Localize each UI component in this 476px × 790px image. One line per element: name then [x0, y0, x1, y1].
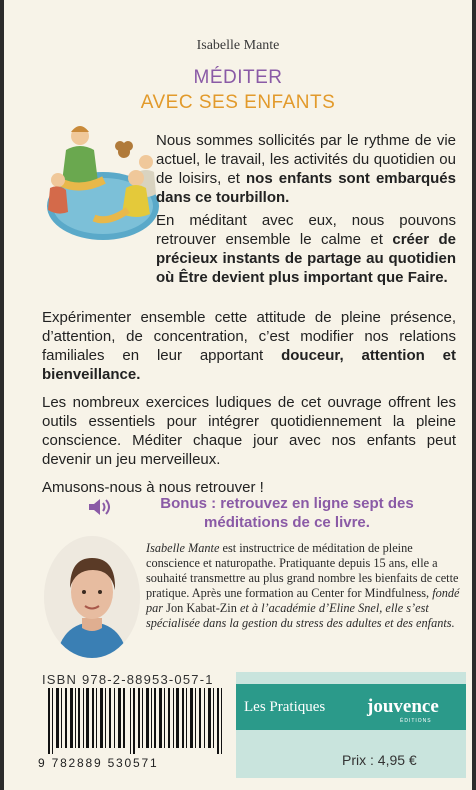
bio-text-2: fondé par [146, 586, 460, 615]
author-bio [146, 541, 464, 631]
paragraph-1-bold: nos enfants sont embarqués dans ce tourbillon. [156, 170, 456, 206]
paragraph-2 [156, 211, 456, 287]
paragraph-4: Les nombreux exercices ludiques de cet ouvrage offrent les outils essentiels pour intégrer quotidiennement la pleine conscience. Méditer chaque jour avec nos enfants peut devenir un jeu merveilleux. [42, 394, 456, 468]
speaker-icon [87, 496, 113, 518]
isbn: ISBN 978-2-88953-057-1 [42, 672, 214, 687]
bio-text-3: Jon Kabat-Zin [166, 601, 237, 615]
bio-text-1: est instructrice de méditation de pleine conscience et naturopathe. Pratiquante depuis 15 ans, elle a souhaité transmettre au plus grand nombre les bienfaits de cette pratique. Après une formation au Center for Mindfulness, [146, 541, 459, 600]
family-meditation-illustration [44, 118, 162, 246]
bonus-note: Bonus : retrouvez en ligne sept des méditations de ce livre. [160, 495, 414, 531]
paragraph-1 [156, 131, 456, 207]
price: Prix : 4,95 € [342, 752, 417, 768]
series-name: Les Pratiques [244, 699, 326, 715]
publisher-panel [236, 672, 466, 778]
publisher-logo: jouvence [367, 696, 439, 717]
barcode-number: 9 782889 530571 [38, 756, 159, 770]
book-title-line1: MÉDITER [193, 67, 283, 88]
paragraph-3-text: Expérimenter ensemble cette attitude de pleine présence, d’attention, de concentration, c’est modifier nos relations familiales en leur apportant [42, 309, 456, 364]
paragraph-3 [42, 308, 456, 384]
paragraph-3-bold: douceur, attention et bienveillance. [42, 347, 457, 383]
book-title-line2: AVEC SES ENFANTS [140, 92, 336, 113]
author-portrait-image [44, 536, 140, 658]
paragraph-1-text: Nous sommes sollicités par le rythme de vie actuel, le travail, les activités du quotidien ou de loisirs, et [156, 132, 456, 187]
publisher-logo-sub: ÉDITIONS [400, 718, 432, 724]
barcode-image [46, 688, 224, 754]
bio-name: Isabelle Mante [146, 541, 220, 555]
paragraph-5: Amusons-nous à nous retrouver ! [42, 479, 264, 496]
paragraph-2-text: En méditant avec eux, nous pouvons retrouver ensemble le calme et [156, 212, 456, 248]
book-back-cover [4, 0, 472, 790]
author-name: Isabelle Mante [196, 38, 280, 53]
author-photo [44, 536, 140, 658]
paragraph-2-bold: créer de précieux instants de partage au quotidien où Être devient plus important que Faire. [156, 231, 457, 286]
bio-text-4: et à l’académie d’Eline Snel, elle s’est spécialisée dans la gestion du stress des adultes et des enfants. [146, 601, 455, 630]
